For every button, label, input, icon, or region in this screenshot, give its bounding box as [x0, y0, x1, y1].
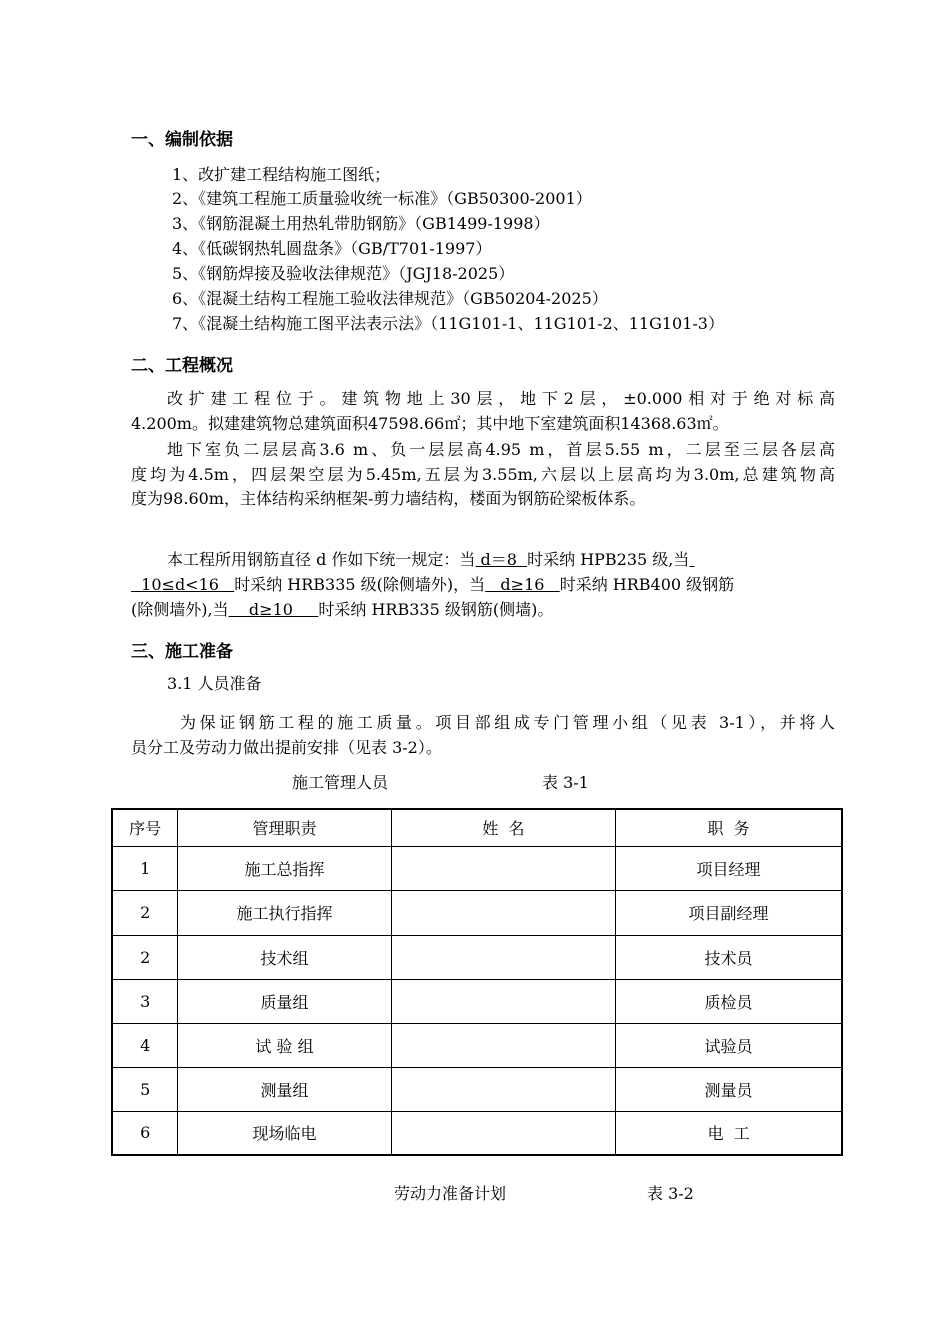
table-cell: 电 工 [616, 1111, 842, 1155]
table-cell [391, 935, 615, 979]
table-cell [391, 846, 615, 890]
subsection-heading: 3.1 人员准备 [167, 674, 262, 693]
reference-item: 6、《混凝土结构工程施工验收法律规范》（GB50204-2025） [172, 289, 608, 308]
reference-item: 1、改扩建工程结构施工图纸； [172, 165, 391, 184]
table-cell: 2 [112, 935, 178, 979]
table-cell: 技术组 [178, 935, 391, 979]
table-1-number: 表 3-1 [542, 773, 589, 792]
table-cell [391, 1111, 615, 1155]
overview-paragraph-line: 改扩建工程位于。建筑物地上30层，地下2层，±0.000相对于绝对标高 [167, 389, 835, 408]
reference-item: 2、《建筑工程施工质量验收统一标准》（GB50300-2001） [172, 189, 592, 208]
steel-rule-blank [689, 550, 694, 569]
table-cell: 5 [112, 1067, 178, 1111]
overview-paragraph-line: 4.200m。拟建建筑物总建筑面积47598.66㎡；其中地下室建筑面积14368.63㎡。 [131, 414, 729, 433]
overview-paragraph-line: 地下室负二层层高3.6 m、负一层层高4.95 m，首层5.55 m，二层至三层各层高 [167, 440, 835, 459]
table-row [112, 1067, 842, 1111]
table-cell: 项目副经理 [616, 890, 842, 935]
section-3-heading: 三、施工准备 [131, 642, 233, 662]
table-row [112, 890, 842, 935]
table-cell [391, 979, 615, 1023]
steel-rule-text: 本工程所用钢筋直径 d 作如下统一规定：当 [167, 550, 476, 569]
steel-rule-blank: d＝8 [475, 550, 528, 569]
steel-rule-line [131, 599, 553, 621]
table-row [112, 1023, 842, 1067]
steel-rule-text: 时采纳 HRB335 级(除侧墙外)，当 [234, 575, 486, 594]
table-cell: 测量组 [178, 1067, 391, 1111]
section-2-heading: 二、工程概况 [131, 356, 233, 376]
table-cell: 2 [112, 890, 178, 935]
reference-item: 5、《钢筋焊接及验收法律规范》（JGJ18-2025） [172, 264, 515, 283]
table-header-cell: 管理职责 [178, 809, 391, 846]
steel-rule-blank: d≥10 [228, 600, 319, 619]
table-row [112, 846, 842, 890]
staffing-paragraph-line: 为保证钢筋工程的施工质量。项目部组成专门管理小组（见表 3-1），并将人 [180, 713, 835, 732]
table-header-cell: 序号 [112, 809, 178, 846]
overview-paragraph-line: 度为98.60m，主体结构采纳框架-剪力墙结构，楼面为钢筋砼梁板体系。 [131, 489, 646, 508]
table-header-cell: 姓 名 [391, 809, 615, 846]
table-cell: 试验员 [616, 1023, 842, 1067]
reference-item: 4、《低碳钢热轧圆盘条》（GB/T701-1997） [172, 239, 492, 258]
section-1-heading: 一、编制依据 [131, 130, 233, 150]
table-cell: 6 [112, 1111, 178, 1155]
steel-rule-line [167, 549, 694, 571]
table-cell: 质检员 [616, 979, 842, 1023]
table-cell: 施工总指挥 [178, 846, 391, 890]
table-row [112, 1111, 842, 1155]
steel-rule-text: (除侧墙外),当 [131, 600, 229, 619]
table-cell [391, 1023, 615, 1067]
table-1-caption: 施工管理人员 [292, 773, 389, 792]
table-cell: 1 [112, 846, 178, 890]
reference-item: 7、《混凝土结构施工图平法表示法》（11G101-1、11G101-2、11G101-3） [172, 314, 724, 333]
overview-paragraph-line: 度均为4.5m，四层架空层为5.45m,五层为3.55m,六层以上层高均为3.0m,总建筑物高 [131, 465, 835, 484]
table-cell: 现场临电 [178, 1111, 391, 1155]
table-header-row [112, 809, 842, 846]
steel-rule-blank: d≥16 [485, 575, 560, 594]
table-cell [391, 1067, 615, 1111]
table-cell [391, 890, 615, 935]
steel-rule-text: 时采纳 HPB235 级,当 [527, 550, 690, 569]
reference-item: 3、《钢筋混凝土用热轧带肋钢筋》（GB1499-1998） [172, 214, 550, 233]
management-staff-table [111, 808, 843, 1156]
steel-rule-blank: 10≤d<16 [131, 575, 235, 594]
table-row [112, 935, 842, 979]
table-cell: 质量组 [178, 979, 391, 1023]
table-cell: 项目经理 [616, 846, 842, 890]
table-cell: 3 [112, 979, 178, 1023]
table-header-cell: 职 务 [616, 809, 842, 846]
table-2-caption: 劳动力准备计划 [394, 1184, 507, 1203]
table-cell: 施工执行指挥 [178, 890, 391, 935]
table-cell: 测量员 [616, 1067, 842, 1111]
steel-rule-text: 时采纳 HRB400 级钢筋 [559, 575, 735, 594]
table-row [112, 979, 842, 1023]
table-cell: 试 验 组 [178, 1023, 391, 1067]
table-2-number: 表 3-2 [647, 1184, 694, 1203]
staffing-paragraph-line: 员分工及劳动力做出提前安排（见表 3-2）。 [131, 738, 442, 757]
steel-rule-text: 时采纳 HRB335 级钢筋(侧墙)。 [318, 600, 554, 619]
steel-rule-line [131, 574, 734, 596]
table-cell: 4 [112, 1023, 178, 1067]
table-cell: 技术员 [616, 935, 842, 979]
